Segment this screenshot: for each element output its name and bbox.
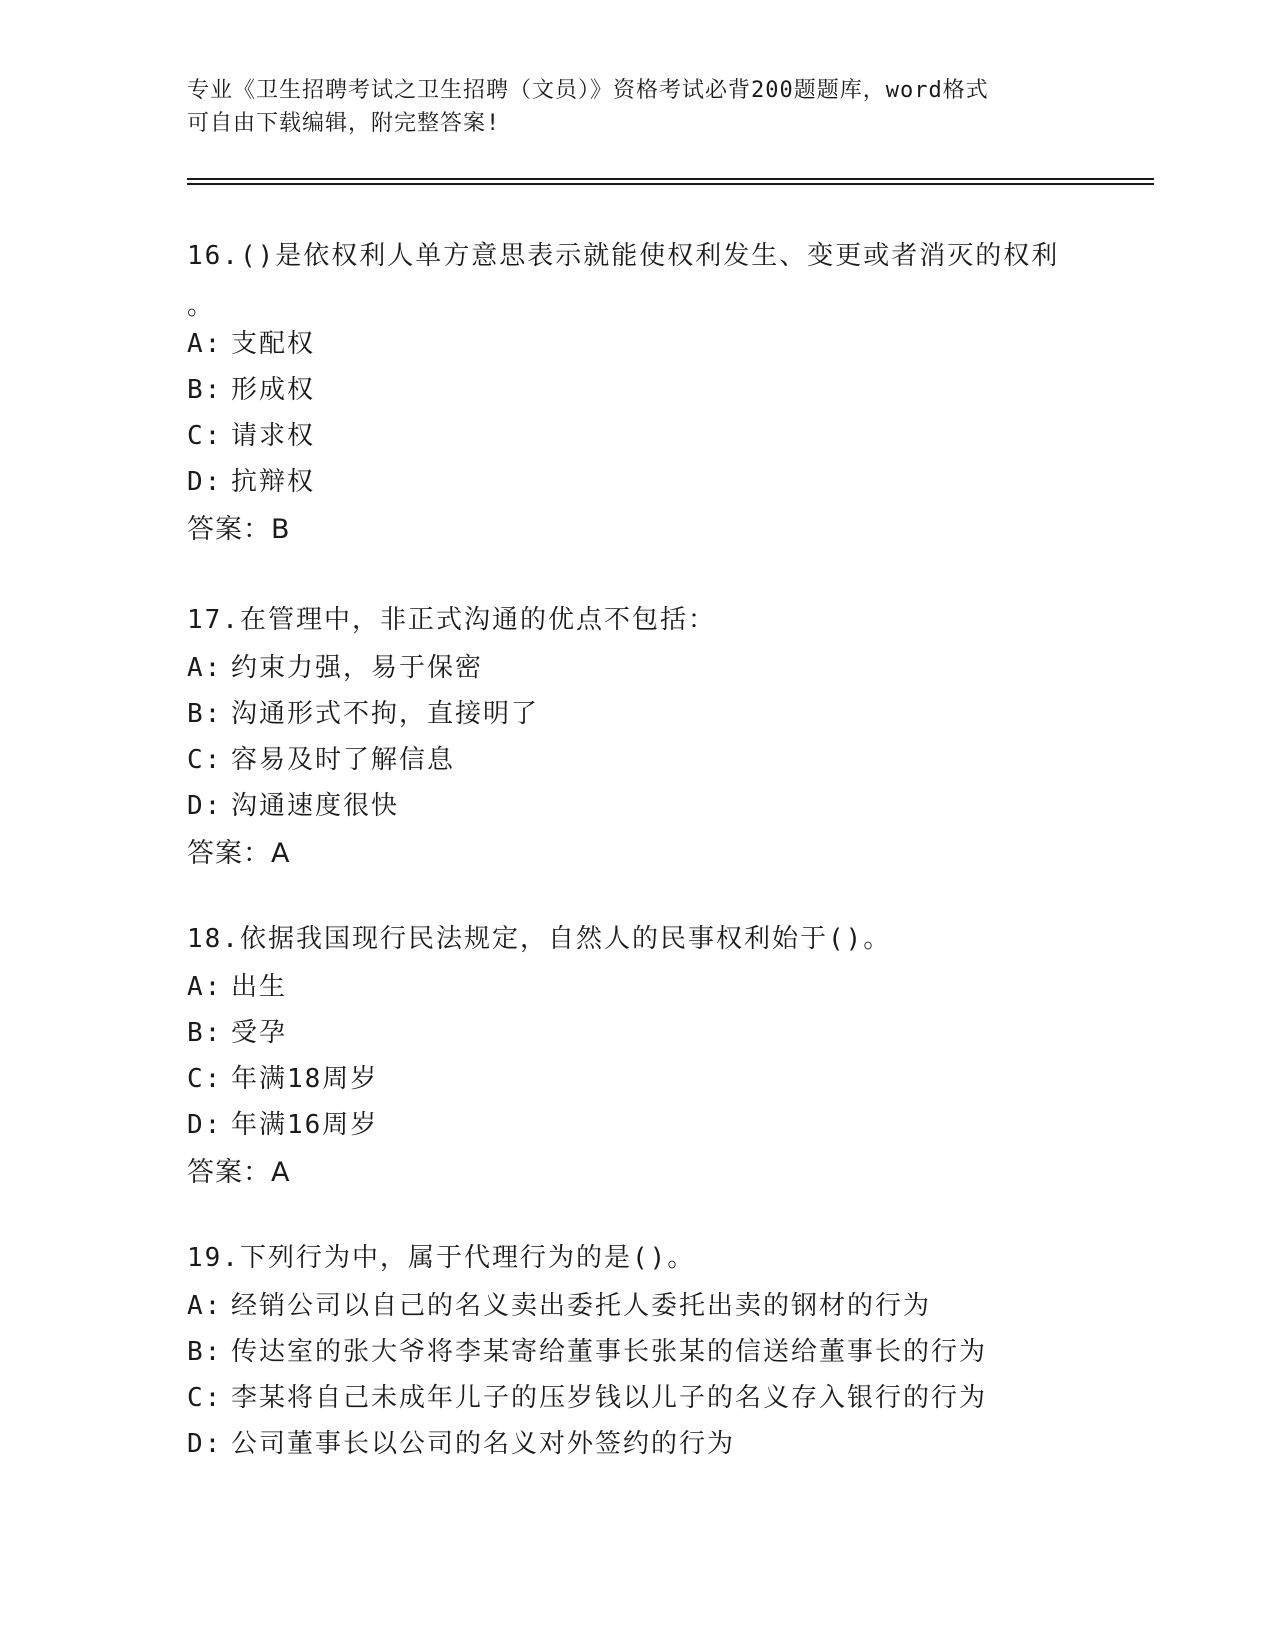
question-stem: 19.下列行为中，属于代理行为的是()。 — [187, 1243, 696, 1273]
option-text: 沟通速度很快 — [231, 791, 400, 821]
question-stem: 18.依据我国现行民法规定，自然人的民事权利始于()。 — [187, 924, 892, 954]
answer-line: 答案：B — [187, 514, 291, 545]
option-b — [187, 1010, 1087, 1056]
option-text: 年满16周岁 — [231, 1110, 379, 1140]
option-text: 容易及时了解信息 — [231, 745, 456, 775]
option-key: A: — [187, 1291, 223, 1321]
option-d — [187, 1421, 1087, 1467]
option-text: 出生 — [231, 972, 288, 1002]
option-text: 公司董事长以公司的名义对外签约的行为 — [231, 1429, 736, 1459]
option-b — [187, 1329, 1087, 1375]
option-text: 形成权 — [231, 375, 316, 405]
option-text: 传达室的张大爷将李某寄给董事长张某的信送给董事长的行为 — [231, 1337, 988, 1367]
option-d — [187, 459, 1087, 505]
option-text: 李某将自己未成年儿子的压岁钱以儿子的名义存入银行的行为 — [231, 1383, 988, 1413]
header-line-2: 可自由下载编辑，附完整答案! — [187, 111, 501, 136]
option-text: 请求权 — [231, 421, 316, 451]
answer-line: 答案：A — [187, 838, 291, 869]
question-19 — [187, 1233, 1087, 1467]
option-text: 受孕 — [231, 1018, 288, 1048]
option-key: B: — [187, 1018, 223, 1048]
document-header — [187, 74, 1087, 140]
option-key: D: — [187, 791, 223, 821]
option-key: A: — [187, 972, 223, 1002]
option-d — [187, 1102, 1087, 1148]
option-b — [187, 691, 1087, 737]
question-stem: 16.()是依权利人单方意思表示就能使权利发生、变更或者消灭的权利 — [187, 241, 1060, 271]
option-key: A: — [187, 653, 223, 683]
question-stem: 17.在管理中，非正式沟通的优点不包括： — [187, 605, 716, 635]
option-text: 年满18周岁 — [231, 1064, 379, 1094]
option-c — [187, 1056, 1087, 1102]
option-key: C: — [187, 1383, 223, 1413]
option-text: 约束力强，易于保密 — [231, 653, 484, 683]
option-c — [187, 413, 1087, 459]
option-key: C: — [187, 745, 223, 775]
header-line-1: 专业《卫生招聘考试之卫生招聘（文员）》资格考试必背200题题库，word格式 — [187, 78, 989, 103]
option-key: D: — [187, 467, 223, 497]
option-text: 支配权 — [231, 329, 316, 359]
option-text: 沟通形式不拘，直接明了 — [231, 699, 540, 729]
option-c — [187, 737, 1087, 783]
option-text: 抗辩权 — [231, 467, 316, 497]
option-key: A: — [187, 329, 223, 359]
question-18 — [187, 914, 1087, 1196]
option-a — [187, 645, 1087, 691]
option-c — [187, 1375, 1087, 1421]
option-key: B: — [187, 1337, 223, 1367]
option-a — [187, 964, 1087, 1010]
question-16 — [187, 231, 1087, 553]
header-divider-top — [187, 178, 1154, 180]
option-key: B: — [187, 375, 223, 405]
option-a — [187, 1283, 1087, 1329]
option-key: D: — [187, 1110, 223, 1140]
option-b — [187, 367, 1087, 413]
option-key: B: — [187, 699, 223, 729]
option-key: C: — [187, 421, 223, 451]
header-divider-bottom — [187, 183, 1154, 185]
question-stem-continuation: 。 — [187, 291, 214, 321]
answer-line: 答案：A — [187, 1157, 291, 1188]
option-text: 经销公司以自己的名义卖出委托人委托出卖的钢材的行为 — [231, 1291, 932, 1321]
option-a — [187, 321, 1087, 367]
question-17 — [187, 595, 1087, 877]
option-key: C: — [187, 1064, 223, 1094]
option-d — [187, 783, 1087, 829]
option-key: D: — [187, 1429, 223, 1459]
